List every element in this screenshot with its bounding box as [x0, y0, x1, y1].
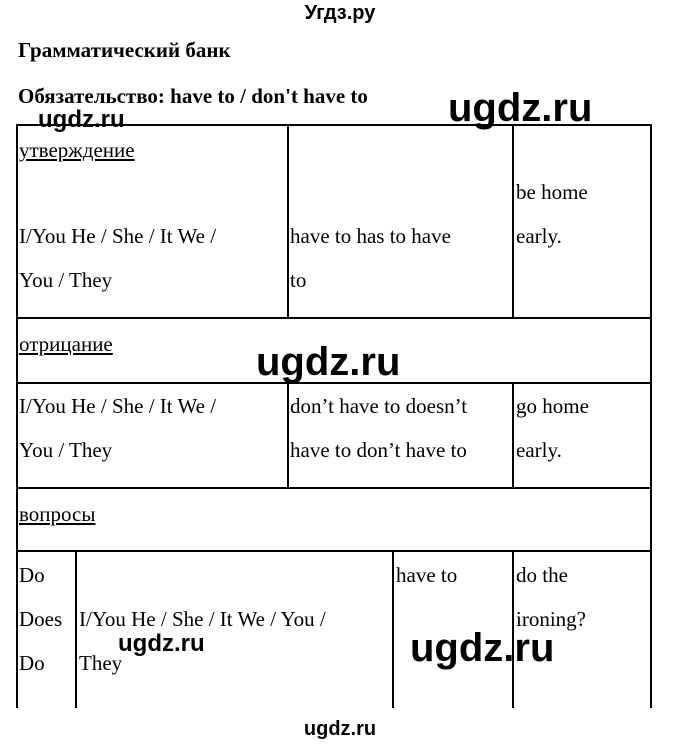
questions-header: вопросы — [19, 502, 96, 526]
site-header-label: Угдз.ру — [304, 2, 376, 24]
questions-completion-line-2: ironing? — [516, 607, 586, 631]
questions-aux-do-2: Do — [19, 651, 45, 675]
watermark: ugdz.ru — [38, 106, 125, 133]
questions-completion-line-1: do the — [516, 563, 568, 587]
affirmative-verbs-line-2: to — [290, 268, 307, 292]
affirmative-subjects-line-1: I/You He / She / It We / — [19, 224, 217, 248]
questions-subjects-line-2: They — [79, 651, 123, 675]
topic-subtitle: Обязательство: have to / don't have to — [18, 84, 368, 108]
watermark: ugdz.ru — [118, 630, 205, 657]
watermark: ugdz.ru — [448, 86, 593, 130]
negative-header: отрицание — [19, 332, 113, 356]
negative-verbs-line-2: have to don’t have to — [290, 438, 467, 462]
affirmative-verbs-line-1: have to has to have — [290, 224, 451, 248]
affirmative-header: утверждение — [19, 138, 135, 162]
section-title: Грамматический банк — [18, 38, 231, 62]
negative-verbs-line-1: don’t have to doesn’t — [290, 394, 468, 418]
questions-aux-do: Do — [19, 563, 45, 587]
watermark: ugdz.ru — [410, 626, 555, 670]
negative-subjects-line-2: You / They — [19, 438, 113, 462]
questions-subjects-line-1: I/You He / She / It We / You / — [79, 607, 326, 631]
questions-verbs: have to — [396, 563, 458, 587]
questions-aux-does: Does — [19, 607, 63, 631]
affirmative-subjects-line-2: You / They — [19, 268, 113, 292]
negative-completion-line-2: early. — [516, 438, 562, 462]
affirmative-completion-line-1: be home — [516, 180, 588, 204]
negative-completion-line-1: go home — [516, 394, 589, 418]
site-footer-label: ugdz.ru — [303, 718, 377, 740]
watermark: ugdz.ru — [256, 340, 401, 384]
affirmative-completion-line-2: early. — [516, 224, 562, 248]
negative-subjects-line-1: I/You He / She / It We / — [19, 394, 217, 418]
